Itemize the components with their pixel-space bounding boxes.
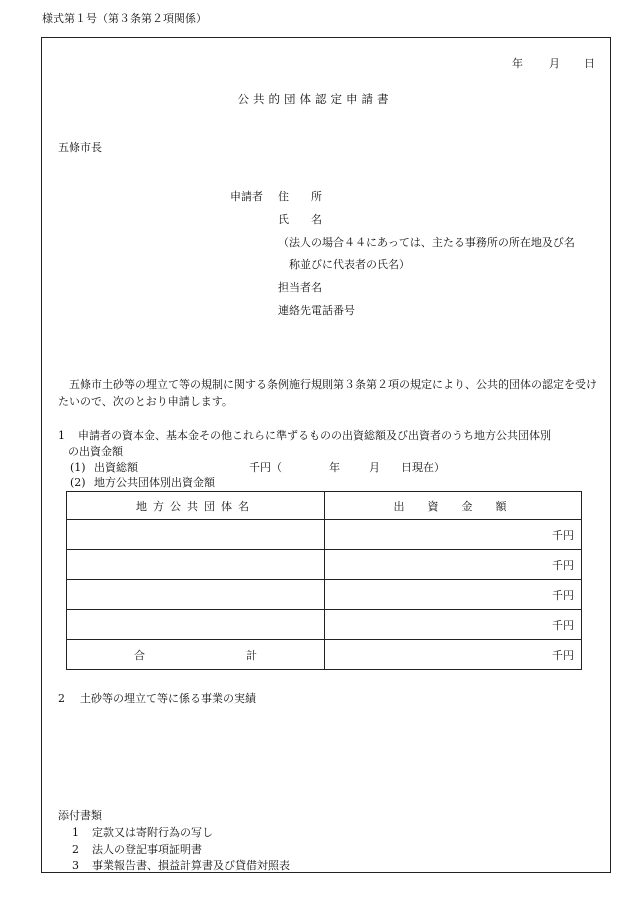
entity-name-cell[interactable] — [67, 580, 325, 610]
attachment-text: 事業報告書、損益計算書及び貸借対照表 — [92, 859, 290, 872]
table-row — [67, 580, 582, 610]
section1-heading-1: 申請者の資本金、基本金その他これらに準ずるものの出資総額及び出資者のうち地方公共団体別 — [78, 429, 551, 442]
entity-name-cell[interactable] — [67, 610, 325, 640]
table-row — [67, 610, 582, 640]
date-month: 月 — [549, 57, 560, 70]
col-header-amount: 出 資 金 額 — [325, 492, 582, 520]
applicant-corp-note-1: （法人の場合４４にあっては、主たる事務所の所在地及び名 — [278, 236, 575, 249]
table-row — [67, 550, 582, 580]
total-label-a: 合 — [134, 648, 145, 662]
table-total-row — [67, 640, 582, 670]
form-frame — [41, 37, 611, 873]
amount-cell[interactable]: 千円 — [325, 580, 582, 610]
item2-text: 地方公共団体別出資金額 — [94, 476, 215, 489]
item1-month: 月 — [369, 461, 380, 474]
amount-cell[interactable]: 千円 — [325, 610, 582, 640]
applicant-name: 氏 名 — [278, 213, 322, 226]
section1-number: 1 — [58, 429, 65, 442]
attachment-num: 2 — [72, 843, 79, 856]
applicant-contact-person: 担当者名 — [278, 281, 322, 294]
item1-unit: 千円（ — [249, 461, 282, 474]
total-amount-cell[interactable]: 千円 — [325, 640, 582, 670]
application-statement: 五條市土砂等の埋立て等の規制に関する条例施行規則第３条第２項の規定により、公共的団体の認定を受けたいので、次のとおり申請します。 — [58, 378, 597, 408]
total-label-b: 計 — [246, 648, 257, 662]
applicant-phone: 連絡先電話番号 — [278, 304, 355, 317]
date-year: 年 — [512, 57, 523, 70]
attachment-text: 定款又は寄附行為の写し — [92, 826, 213, 839]
section2-number: 2 — [58, 692, 65, 705]
entity-name-cell[interactable] — [67, 520, 325, 550]
section1-heading-2: の出資金額 — [68, 445, 123, 458]
applicant-address: 住 所 — [278, 190, 322, 203]
contribution-table — [66, 491, 582, 670]
table-row — [67, 520, 582, 550]
date-day: 日 — [584, 57, 595, 70]
table-header-row — [67, 492, 582, 520]
amount-cell[interactable]: 千円 — [325, 520, 582, 550]
page-title: 公共的団体認定申請書 — [237, 92, 393, 106]
item2-label: (2) — [70, 476, 86, 489]
amount-cell[interactable]: 千円 — [325, 550, 582, 580]
addressee: 五條市長 — [58, 141, 102, 154]
attachment-num: 1 — [72, 826, 79, 839]
item1-text: 出資総額 — [94, 461, 138, 474]
attachment-text: 法人の登記事項証明書 — [92, 843, 202, 856]
total-label-cell — [67, 640, 325, 670]
col-header-entity: 地方公共団体名 — [67, 492, 325, 520]
item1-label: (1) — [70, 461, 86, 474]
form-number-label: 様式第１号（第３条第２項関係） — [42, 12, 207, 25]
applicant-label: 申請者 — [230, 190, 263, 203]
item1-day: 日現在） — [401, 461, 445, 474]
attachments-heading: 添付書類 — [58, 809, 102, 822]
attachment-num: 3 — [72, 859, 79, 872]
entity-name-cell[interactable] — [67, 550, 325, 580]
item1-year: 年 — [329, 461, 340, 474]
section2-text: 土砂等の埋立て等に係る事業の実績 — [80, 692, 256, 705]
applicant-corp-note-2: 称並びに代表者の氏名） — [289, 258, 410, 271]
